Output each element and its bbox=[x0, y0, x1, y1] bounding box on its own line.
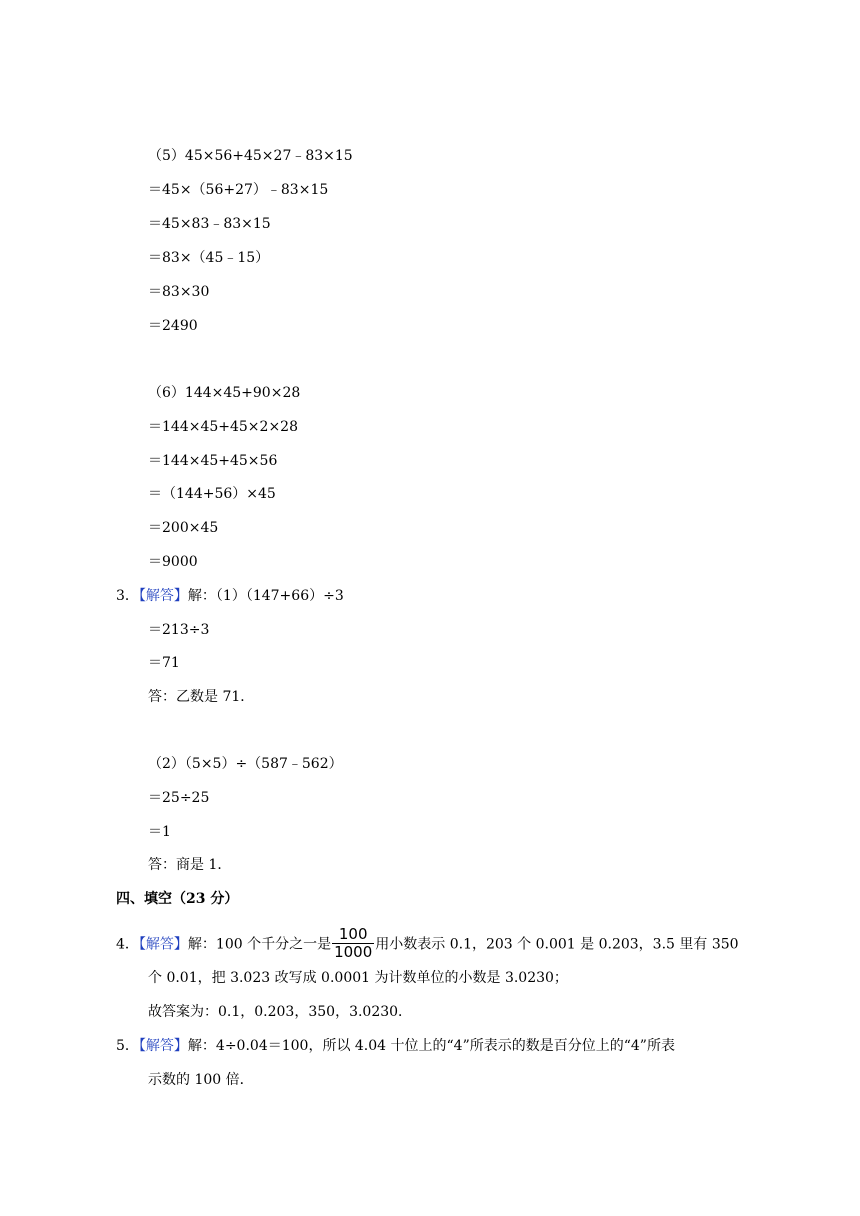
problem-6-step-3: ＝（144+56）×45 bbox=[148, 486, 276, 502]
question-3-number: 3． bbox=[116, 588, 139, 604]
question-3-answer-2: 答：商是 1． bbox=[148, 857, 232, 873]
problem-5-step-5: ＝2490 bbox=[148, 318, 198, 334]
problem-6-step-2: ＝144×45+45×56 bbox=[148, 453, 278, 469]
answer-tag: 【解答】 bbox=[138, 588, 188, 604]
question-4-number: 4． bbox=[116, 936, 139, 953]
problem-6-header: （6）144×45+90×28 bbox=[148, 385, 301, 401]
question-4-line-2: 个 0.01，把 3.023 改写成 0.0001 为计数单位的小数是 3.0230； bbox=[148, 970, 568, 986]
question-3-line bbox=[116, 587, 344, 605]
section-4-title: 四、填空（23 分） bbox=[116, 891, 239, 907]
question-4-text-post: 用小数表示 0.1，203 个 0.001 是 0.203，3.5 里有 350 bbox=[375, 936, 739, 953]
question-3-step-1: ＝213÷3 bbox=[148, 622, 210, 638]
question-3-part-2-step-2: ＝1 bbox=[148, 824, 171, 840]
question-4-text-pre: 解：100 个千分之一是 bbox=[187, 936, 332, 953]
question-4-line-1 bbox=[116, 927, 739, 962]
problem-5-step-3: ＝83×（45﹣15） bbox=[148, 250, 270, 266]
problem-5-step-2: ＝45×83﹣83×15 bbox=[148, 216, 271, 232]
problem-6-step-4: ＝200×45 bbox=[148, 520, 219, 536]
fraction-numerator: 100 bbox=[332, 926, 374, 944]
question-3-answer-1: 答：乙数是 71． bbox=[148, 689, 255, 705]
fraction-denominator: 1000 bbox=[334, 943, 373, 961]
question-3-intro: 解：（1）（147+66）÷3 bbox=[187, 588, 344, 604]
question-3-step-2: ＝71 bbox=[148, 655, 180, 671]
problem-6-step-1: ＝144×45+45×2×28 bbox=[148, 419, 298, 435]
problem-6-step-5: ＝9000 bbox=[148, 554, 198, 570]
question-3-part-2-header: （2）（5×5）÷（587﹣562） bbox=[148, 756, 343, 772]
question-5-number: 5． bbox=[116, 1038, 139, 1054]
problem-5-header: （5）45×56+45×27﹣83×15 bbox=[148, 148, 353, 164]
question-5-line-1 bbox=[116, 1037, 675, 1055]
question-3-part-2-step-1: ＝25÷25 bbox=[148, 790, 210, 806]
problem-5-step-4: ＝83×30 bbox=[148, 284, 210, 300]
fraction bbox=[332, 926, 374, 961]
question-4-answer: 故答案为：0.1，0.203，350，3.0230． bbox=[148, 1004, 413, 1020]
question-5-text: 解：4÷0.04＝100，所以 4.04 十位上的“4”所表示的数是百分位上的“4”所表 bbox=[187, 1038, 675, 1054]
answer-tag: 【解答】 bbox=[138, 1038, 188, 1054]
question-5-line-2: 示数的 100 倍． bbox=[148, 1072, 254, 1088]
answer-tag: 【解答】 bbox=[138, 936, 188, 953]
problem-5-step-1: ＝45×（56+27）﹣83×15 bbox=[148, 182, 329, 198]
